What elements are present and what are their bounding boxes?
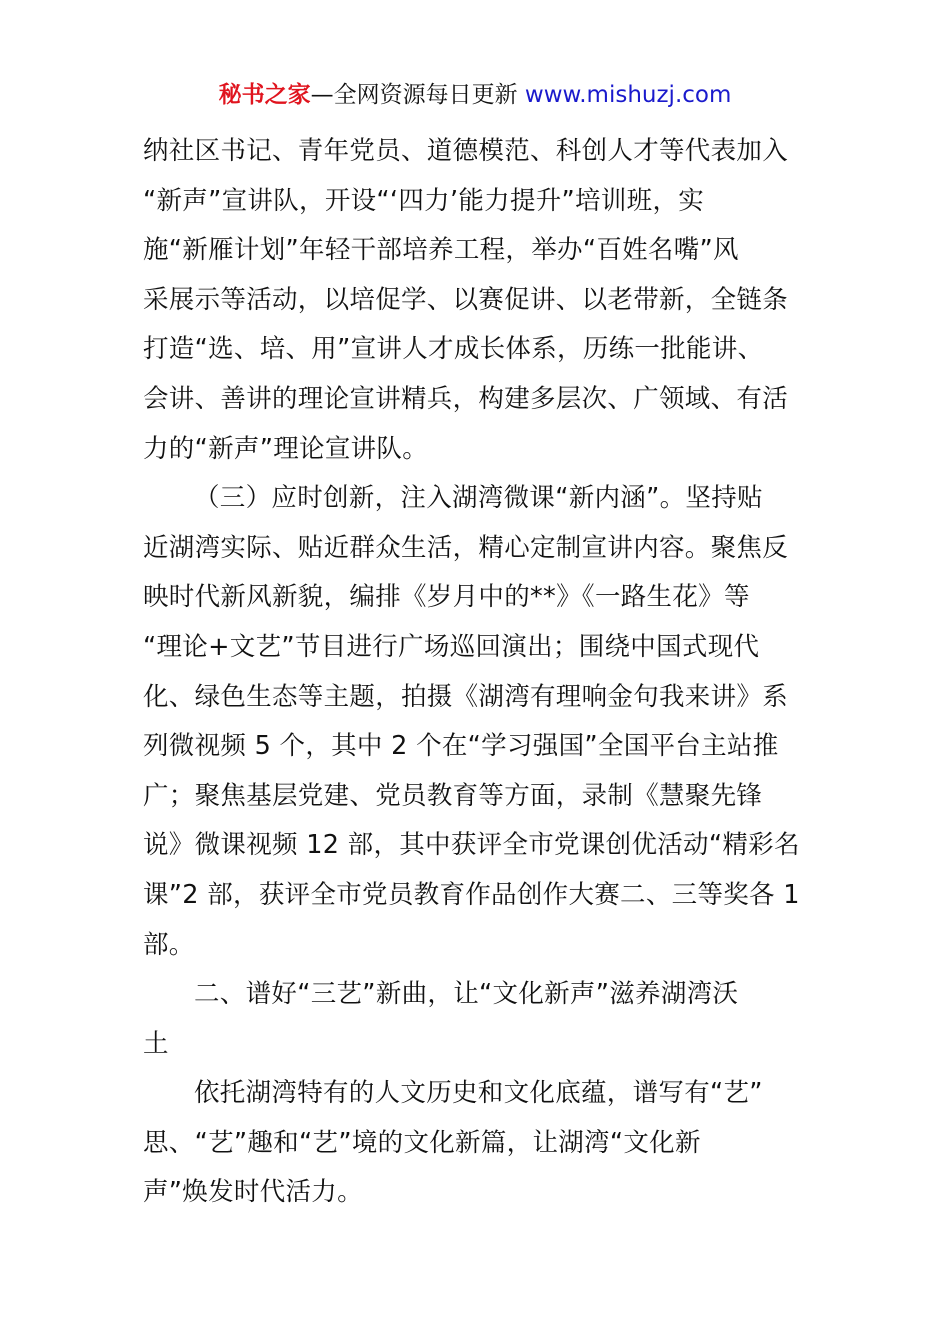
- site-brand: 秘书之家: [218, 82, 311, 108]
- section-heading-line: 土: [143, 1028, 169, 1059]
- text-line: 广；聚焦基层党建、党员教育等方面，录制《慧聚先锋: [143, 780, 763, 811]
- text-line: 纳社区书记、青年党员、道德模范、科创人才等代表加入: [143, 136, 789, 166]
- site-url-link[interactable]: www.mishuzj.com: [524, 82, 732, 108]
- text-line: 课”2 部，获评全市党员教育作品创作大赛二、三等奖各 1: [143, 879, 800, 910]
- text-line: 列微视频 5 个，其中 2 个在“学习强国”全国平台主站推: [143, 731, 779, 762]
- text-line: “新声”宣讲队，开设“‘四力’能力提升”培训班，实: [143, 185, 705, 216]
- text-line: 说》微课视频 12 部，其中获评全市党课创优活动“精彩名: [143, 830, 800, 861]
- text-line: 力的“新声”理论宣讲队。: [143, 433, 429, 464]
- text-line: 映时代新风新貌，编排《岁月中的**》《一路生花》等: [143, 582, 750, 613]
- paragraph-start-line: （三）应时创新，注入湖湾微课“新内涵”。坚持贴: [194, 483, 763, 514]
- text-line: 化、绿色生态等主题，拍摄《湖湾有理响金句我来讲》系: [143, 681, 789, 712]
- section-heading-line: 二、谱好“三艺”新曲，让“文化新声”滋养湖湾沃: [194, 979, 739, 1010]
- text-line: 会讲、善讲的理论宣讲精兵，构建多层次、广领域、有活: [143, 383, 789, 414]
- text-line: 施“新雁计划”年轻干部培养工程，举办“百姓名嘴”风: [143, 235, 739, 266]
- text-line: “理论+文艺”节目进行广场巡回演出；围绕中国式现代: [143, 631, 760, 662]
- text-line: 思、“艺”趣和“艺”境的文化新篇，让湖湾“文化新: [143, 1127, 701, 1158]
- text-line: 部。: [143, 929, 195, 960]
- site-header: [0, 78, 950, 112]
- text-line: 打造“选、培、用”宣讲人才成长体系，历练一批能讲、: [143, 334, 764, 365]
- site-tagline: —全网资源每日更新: [310, 82, 525, 108]
- document-body: [143, 127, 811, 1218]
- paragraph-start-line: 依托湖湾特有的人文历史和文化底蕴，谱写有“艺”: [194, 1078, 763, 1109]
- text-line: 声”焕发时代活力。: [143, 1177, 363, 1208]
- text-line: 近湖湾实际、贴近群众生活，精心定制宣讲内容。聚焦反: [143, 532, 789, 563]
- text-line: 采展示等活动，以培促学、以赛促讲、以老带新，全链条: [143, 284, 789, 315]
